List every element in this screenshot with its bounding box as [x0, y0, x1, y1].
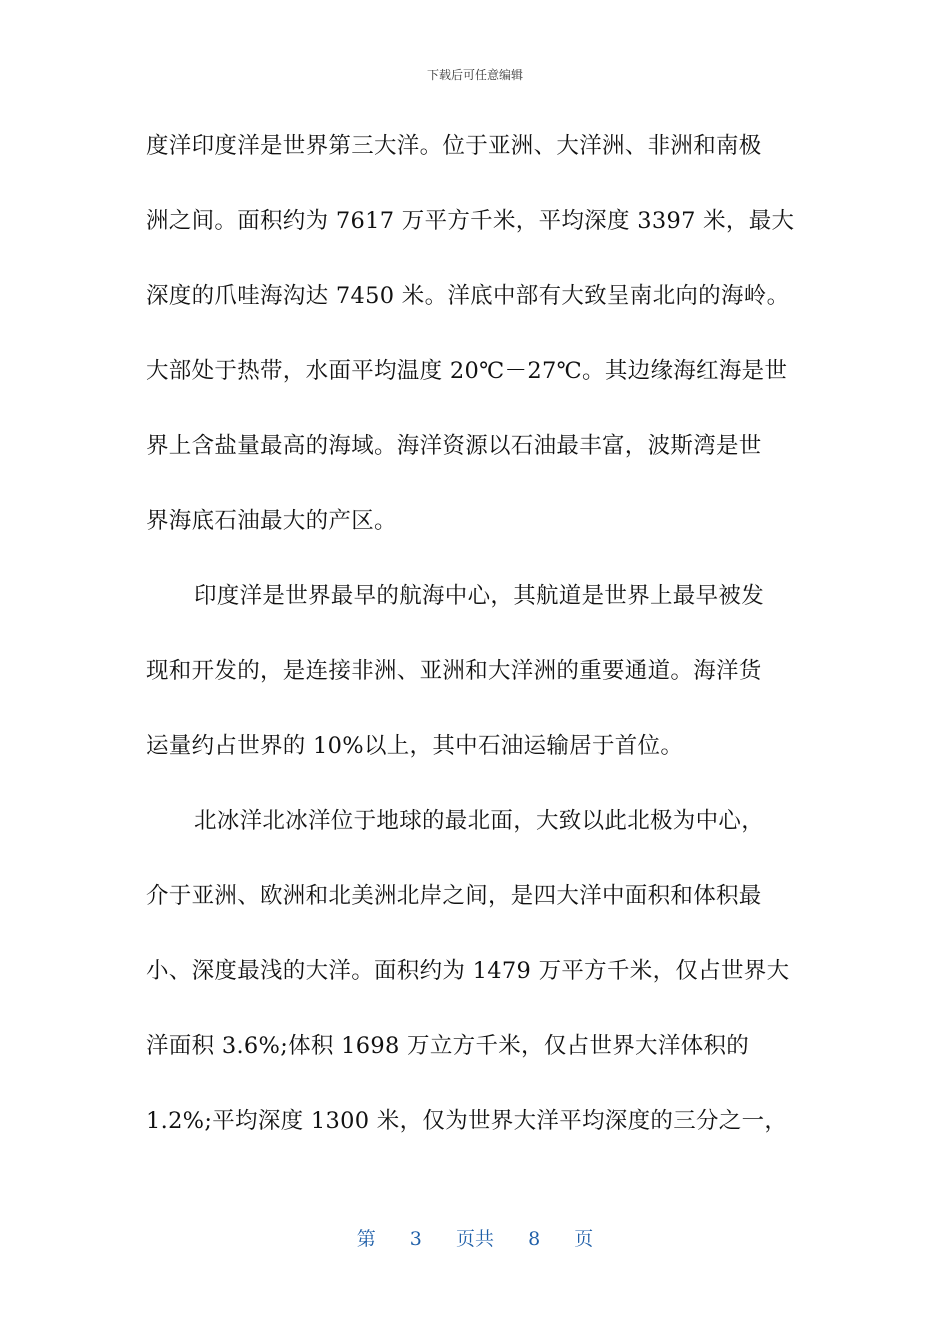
text-line: 界上含盐量最高的海域。海洋资源以石油最丰富，波斯湾是世 — [146, 433, 762, 459]
page-footer — [0, 1226, 950, 1252]
text-line: 度洋印度洋是世界第三大洋。位于亚洲、大洋洲、非洲和南极 — [146, 133, 762, 159]
page-header-note: 下载后可任意编辑 — [426, 68, 523, 82]
text-line: 洋面积 3.6%;体积 1698 万立方千米，仅占世界大洋体积的 — [146, 1033, 750, 1059]
text-line: 大部处于热带，水面平均温度 20℃－27℃。其边缘海红海是世 — [146, 358, 788, 384]
text-line: 现和开发的，是连接非洲、亚洲和大洋洲的重要通道。海洋货 — [146, 658, 762, 684]
footer-prefix: 第 — [356, 1228, 376, 1250]
document-body — [146, 126, 806, 1176]
text-line: 小、深度最浅的大洋。面积约为 1479 万平方千米，仅占世界大 — [146, 958, 790, 984]
text-line: 深度的爪哇海沟达 7450 米。洋底中部有大致呈南北向的海岭。 — [146, 283, 790, 309]
footer-middle: 页共 — [455, 1228, 494, 1250]
text-line: 界海底石油最大的产区。 — [146, 508, 397, 534]
text-line: 1.2%;平均深度 1300 米，仅为世界大洋平均深度的三分之一， — [146, 1108, 788, 1134]
text-line: 洲之间。面积约为 7617 万平方千米，平均深度 3397 米，最大 — [146, 208, 795, 234]
footer-suffix: 页 — [574, 1228, 594, 1250]
text-line-paragraph-start: 印度洋是世界最早的航海中心，其航道是世界上最早被发 — [194, 583, 765, 609]
text-line-paragraph-start: 北冰洋北冰洋位于地球的最北面，大致以此北极为中心， — [194, 808, 765, 834]
footer-total-pages: 8 — [528, 1228, 541, 1250]
text-line: 运量约占世界的 10%以上，其中石油运输居于首位。 — [146, 733, 684, 759]
footer-current-page: 3 — [409, 1228, 422, 1250]
text-line: 介于亚洲、欧洲和北美洲北岸之间，是四大洋中面积和体积最 — [146, 883, 762, 909]
